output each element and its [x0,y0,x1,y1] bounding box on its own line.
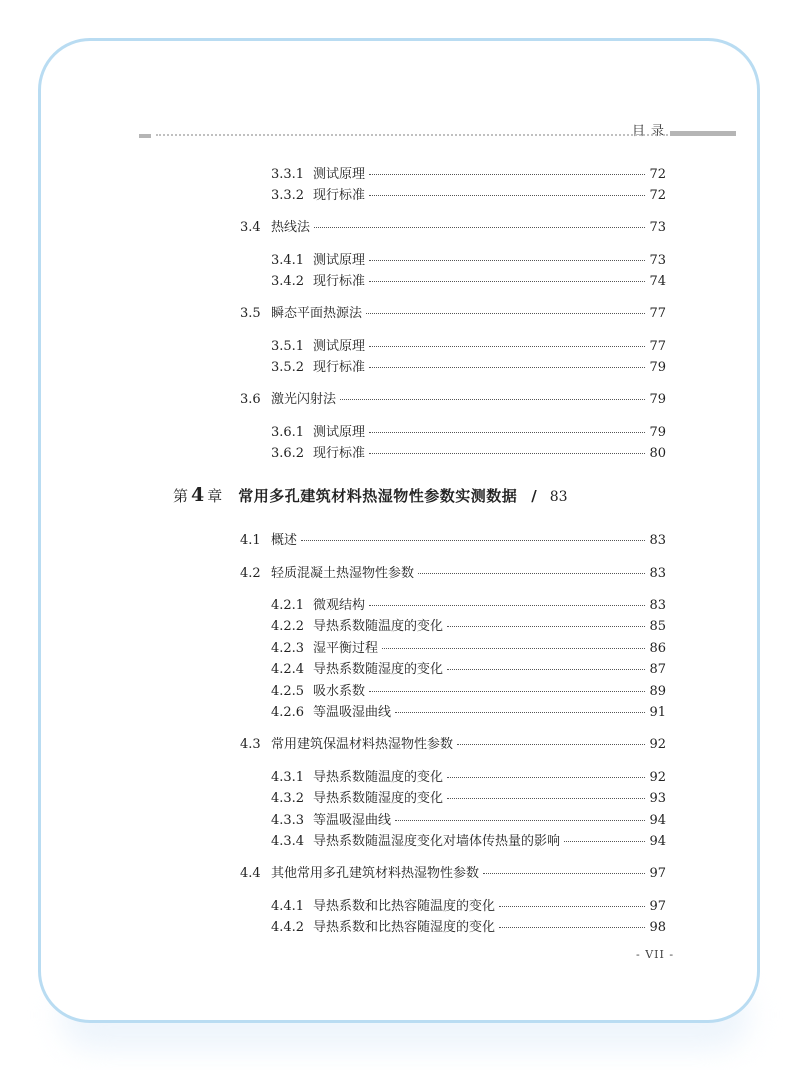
entry-page: 83 [649,566,666,581]
entry-number: 3.4.1 [271,253,305,268]
entry-title: 导热系数随温度的变化 [313,619,444,634]
entry-title: 激光闪射法 [271,392,337,407]
entry-number: 4.3.3 [271,813,305,828]
toc-entry-4-3-4[interactable] [271,830,666,849]
toc-entry-4-2-4[interactable] [271,658,666,677]
running-header-title: 目录 [632,124,671,139]
entry-page: 72 [649,188,666,203]
toc-entry-4-3[interactable] [240,733,666,752]
entry-title: 等温吸湿曲线 [313,705,392,720]
header-rule-left [139,134,151,138]
entry-number: 3.5.1 [271,339,305,354]
entry-number: 4.3.2 [271,791,305,806]
entry-title: 导热系数随湿度的变化 [313,791,444,806]
toc-entry-4-2[interactable] [240,562,666,581]
entry-title: 现行标准 [313,360,366,375]
entry-page: 97 [649,899,666,914]
entry-title: 湿平衡过程 [313,641,379,656]
dot-leader [369,431,645,433]
entry-title: 导热系数随温湿度变化对墙体传热量的影响 [313,834,561,849]
chapter-suffix: 章 [207,487,223,505]
entry-page: 92 [649,737,666,752]
chapter-prefix: 第 [173,487,189,505]
entry-number: 4.1 [240,533,261,548]
toc-entry-3-6-1[interactable] [271,421,666,440]
entry-page: 85 [649,619,666,634]
entry-number: 4.2 [240,566,261,581]
dot-leader [564,840,645,842]
dot-leader [457,743,645,745]
entry-page: 87 [649,662,666,677]
toc-entry-4-2-6[interactable] [271,701,666,720]
dot-leader [447,776,645,778]
entry-title: 微观结构 [313,598,366,613]
entry-title: 导热系数和比热容随温度的变化 [313,899,496,914]
toc-entry-3-5-2[interactable] [271,356,666,375]
dot-leader [483,872,645,874]
toc-entry-4-3-2[interactable] [271,787,666,806]
entry-page: 79 [649,425,666,440]
toc-entry-4-4[interactable] [240,862,666,881]
toc-entry-3-3-2[interactable] [271,184,666,203]
entry-number: 4.4.2 [271,920,305,935]
entry-page: 79 [649,392,666,407]
dot-leader [369,345,645,347]
entry-number: 4.3 [240,737,261,752]
dot-leader [369,604,645,606]
dot-leader [369,452,645,454]
entry-page: 92 [649,770,666,785]
entry-page: 98 [649,920,666,935]
entry-page: 77 [649,339,666,354]
dot-leader [395,819,645,821]
toc-entry-4-1[interactable] [240,529,666,548]
entry-page: 91 [649,705,666,720]
entry-page: 79 [649,360,666,375]
dot-leader [301,539,645,541]
entry-number: 3.5.2 [271,360,305,375]
entry-title: 测试原理 [313,167,366,182]
entry-number: 3.5 [240,306,261,321]
entry-page: 97 [649,866,666,881]
entry-page: 72 [649,167,666,182]
dot-leader [369,690,645,692]
entry-title: 现行标准 [313,446,366,461]
entry-title: 热线法 [271,220,311,235]
toc-entry-3-5[interactable] [240,302,666,321]
entry-title: 导热系数随湿度的变化 [313,662,444,677]
toc-entry-4-3-1[interactable] [271,766,666,785]
page-number: - VII - [636,948,675,961]
dot-leader [499,926,645,928]
entry-title: 其他常用多孔建筑材料热湿物性参数 [271,866,480,881]
dot-leader [366,312,645,314]
entry-title: 导热系数随温度的变化 [313,770,444,785]
chapter-slash: / [531,487,537,505]
dot-leader [382,647,645,649]
entry-number: 3.6.2 [271,446,305,461]
entry-number: 3.4 [240,220,261,235]
chapter-page: 83 [549,489,568,505]
entry-number: 4.2.5 [271,684,305,699]
entry-title: 测试原理 [313,425,366,440]
entry-number: 3.3.1 [271,167,305,182]
entry-page: 77 [649,306,666,321]
entry-number: 4.3.4 [271,834,305,849]
entry-title: 常用建筑保温材料热湿物性参数 [271,737,454,752]
toc-entry-4-3-3[interactable] [271,809,666,828]
dot-leader [447,668,645,670]
toc-entry-4-2-5[interactable] [271,680,666,699]
entry-page: 94 [649,834,666,849]
toc-entry-3-4[interactable] [240,216,666,235]
entry-number: 3.4.2 [271,274,305,289]
entry-page: 73 [649,253,666,268]
dot-leader [447,625,645,627]
entry-number: 3.6.1 [271,425,305,440]
chapter-heading[interactable] [173,484,568,506]
entry-page: 89 [649,684,666,699]
entry-number: 4.3.1 [271,770,305,785]
entry-title: 导热系数和比热容随湿度的变化 [313,920,496,935]
entry-title: 现行标准 [313,188,366,203]
header-rule-right [670,131,736,136]
entry-title: 测试原理 [313,253,366,268]
entry-title: 测试原理 [313,339,366,354]
dot-leader [369,173,645,175]
dot-leader [340,398,645,400]
dot-leader [395,711,645,713]
entry-number: 3.6 [240,392,261,407]
entry-page: 93 [649,791,666,806]
entry-number: 3.3.2 [271,188,305,203]
header-dotted-rule [156,134,668,136]
entry-number: 4.2.4 [271,662,305,677]
entry-title: 等温吸湿曲线 [313,813,392,828]
dot-leader [447,797,645,799]
entry-title: 现行标准 [313,274,366,289]
dot-leader [369,194,645,196]
entry-title: 概述 [271,533,298,548]
entry-page: 80 [649,446,666,461]
toc-entry-4-2-1[interactable] [271,594,666,613]
chapter-title: 常用多孔建筑材料热湿物性参数实测数据 [238,487,518,505]
entry-page: 73 [649,220,666,235]
entry-title: 吸水系数 [313,684,366,699]
entry-number: 4.4 [240,866,261,881]
toc-entry-3-6[interactable] [240,388,666,407]
toc-entry-4-2-3[interactable] [271,637,666,656]
toc-entry-3-4-1[interactable] [271,249,666,268]
entry-page: 74 [649,274,666,289]
entry-number: 4.4.1 [271,899,305,914]
toc-entry-3-5-1[interactable] [271,335,666,354]
dot-leader [369,366,645,368]
toc-entry-3-4-2[interactable] [271,270,666,289]
dot-leader [418,572,645,574]
dot-leader [499,905,645,907]
entry-number: 4.2.6 [271,705,305,720]
dot-leader [369,280,645,282]
entry-page: 83 [649,533,666,548]
toc-entry-4-4-1[interactable] [271,895,666,914]
toc-entry-4-2-2[interactable] [271,615,666,634]
entry-page: 83 [649,598,666,613]
entry-number: 4.2.3 [271,641,305,656]
entry-title: 轻质混凝土热湿物性参数 [271,566,415,581]
chapter-number: 4 [191,484,205,506]
dot-leader [314,226,645,228]
entry-page: 86 [649,641,666,656]
toc-entry-3-3-1[interactable] [271,163,666,182]
entry-number: 4.2.2 [271,619,305,634]
toc-entry-3-6-2[interactable] [271,442,666,461]
entry-title: 瞬态平面热源法 [271,306,363,321]
toc-entry-4-4-2[interactable] [271,916,666,935]
dot-leader [369,259,645,261]
entry-page: 94 [649,813,666,828]
entry-number: 4.2.1 [271,598,305,613]
